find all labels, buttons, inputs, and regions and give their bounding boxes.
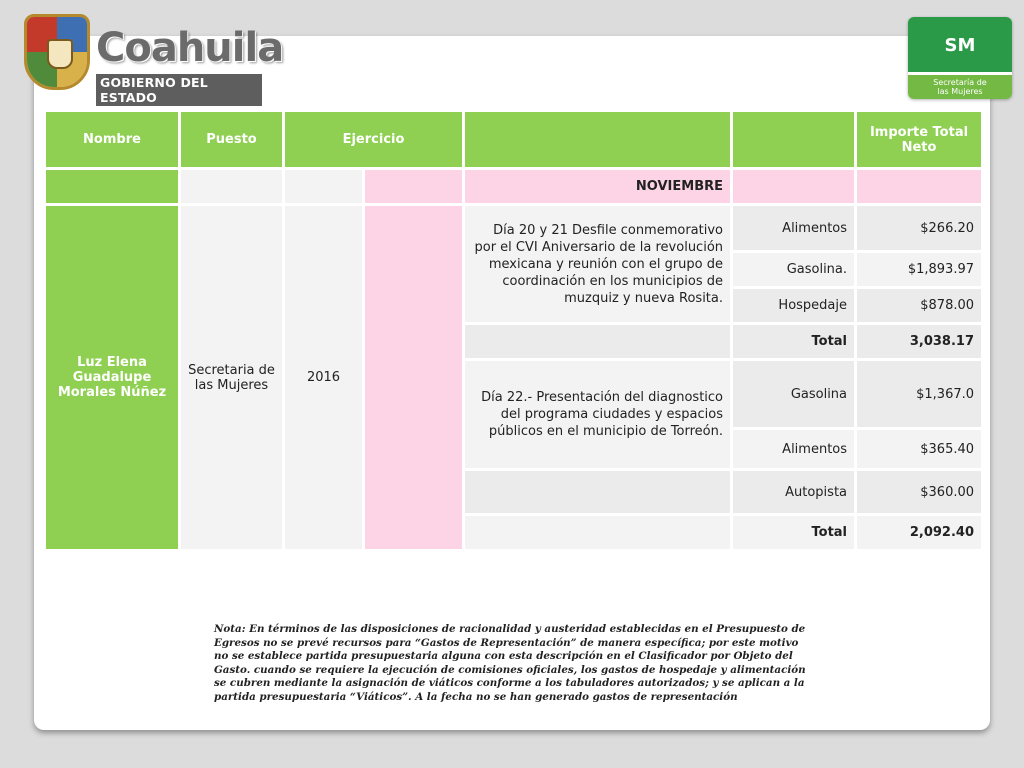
event2-concept-3: Autopista <box>733 471 854 513</box>
logo-name: Coahuila <box>96 25 284 71</box>
event2-total-label: Total <box>733 516 854 549</box>
header-empty-2 <box>733 112 854 167</box>
event2-description: Día 22.- Presentación del diagnostico del programa ciudades y espacios públicos en el municipio de Torreón. <box>465 361 730 468</box>
person-name: Luz Elena Guadalupe Morales Núñez <box>46 206 178 549</box>
footnote: Nota: En términos de las disposiciones de racionalidad y austeridad establecidas en el Presupuesto de Egresos no se prevé recursos para “Gastos de Representación” de manera específica; por este motivo no se establece partida presupuestaria alguna con esta descripción en el Clasificador por Objeto del Gasto. cuando se requiere la ejecución de comisiones oficiales, los gastos de hospedaje y alimentación se cubren mediante la asignación de viáticos conforme a los tabuladores autorizados; y se aplican a la partida presupuestaria “Viáticos”. A la fecha no se han generado gastos de representación <box>214 623 806 703</box>
header-ejercicio: Ejercicio <box>285 112 462 167</box>
header-importe: Importe Total Neto <box>857 112 981 167</box>
badge-abbr: SM <box>908 17 1012 72</box>
table-header-row <box>46 112 981 167</box>
event1-concept-2: Gasolina. <box>733 253 854 286</box>
header-empty-1 <box>465 112 730 167</box>
event1-amount-2: $1,893.97 <box>857 253 981 286</box>
header-puesto: Puesto <box>181 112 282 167</box>
fiscal-year: 2016 <box>285 206 362 549</box>
badge-label: Secretaría de las Mujeres <box>908 75 1012 99</box>
event2-amount-2: $365.40 <box>857 430 981 468</box>
event2-total: 2,092.40 <box>857 516 981 549</box>
table-row <box>46 206 981 250</box>
event2-amount-3: $360.00 <box>857 471 981 513</box>
event1-amount-3: $878.00 <box>857 289 981 322</box>
event1-total-label: Total <box>733 325 854 358</box>
event1-amount-1: $266.20 <box>857 206 981 250</box>
logo-subtitle: GOBIERNO DEL ESTADO <box>96 74 262 106</box>
secretaria-mujeres-badge <box>908 17 1012 99</box>
month-row <box>46 170 981 203</box>
event2-amount-1: $1,367.0 <box>857 361 981 427</box>
event1-concept-1: Alimentos <box>733 206 854 250</box>
event2-concept-1: Gasolina <box>733 361 854 427</box>
event1-description: Día 20 y 21 Desfile conmemorativo por el CVI Aniversario de la revolución mexicana y reunión con el grupo de coordinación en los municipios de muzquiz y nueva Rosita. <box>465 206 730 322</box>
coahuila-logo <box>22 14 284 105</box>
month-label: NOVIEMBRE <box>465 170 730 203</box>
event1-total: 3,038.17 <box>857 325 981 358</box>
event1-concept-3: Hospedaje <box>733 289 854 322</box>
coat-of-arms-icon <box>24 14 90 90</box>
expenses-table <box>43 109 984 552</box>
person-position: Secretaria de las Mujeres <box>181 206 282 549</box>
event2-concept-2: Alimentos <box>733 430 854 468</box>
header-nombre: Nombre <box>46 112 178 167</box>
